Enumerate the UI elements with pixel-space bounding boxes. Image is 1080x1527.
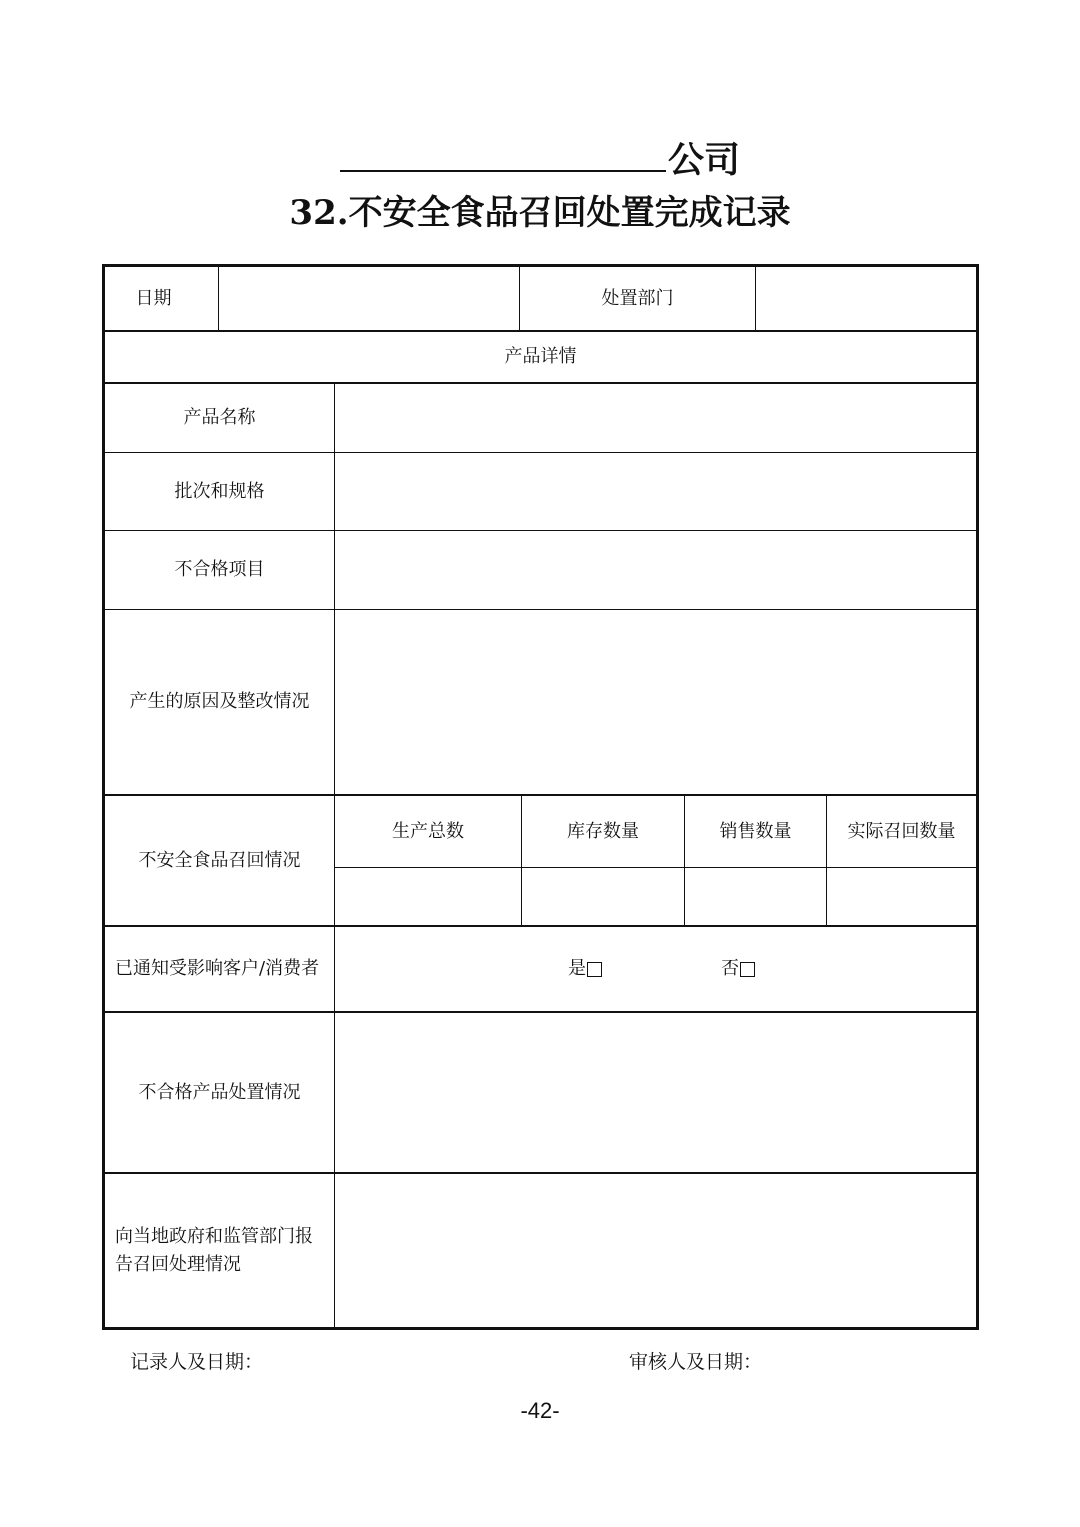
recall-record-form	[102, 264, 979, 1330]
product-details-header: 产品详情	[504, 346, 577, 367]
notified-no-option[interactable]	[698, 927, 778, 1011]
company-suffix: 公司	[667, 139, 740, 181]
report-field[interactable]	[335, 1174, 976, 1327]
batch-spec-field[interactable]	[335, 453, 976, 530]
department-field[interactable]	[756, 267, 976, 330]
recall-col-inventory: 库存数量	[567, 820, 639, 842]
disposal-label: 不合格产品处置情况	[138, 1081, 301, 1103]
product-name-field[interactable]	[335, 384, 976, 452]
yes-label: 是	[568, 958, 586, 979]
recorder-signature-label: 记录人及日期：	[130, 1351, 264, 1373]
cause-rectification-label: 产生的原因及整改情况	[129, 691, 310, 712]
product-name-label: 产品名称	[183, 407, 256, 428]
inventory-field[interactable]	[522, 868, 684, 925]
batch-spec-label: 批次和规格	[174, 480, 265, 502]
report-label: 向当地政府和监管部门报告召回处理情况	[115, 1225, 313, 1275]
recall-col-production-total: 生产总数	[392, 820, 464, 842]
nonconforming-items-label: 不合格项目	[174, 559, 265, 580]
page-number: -42-	[520, 1398, 560, 1423]
production-total-field[interactable]	[335, 868, 521, 925]
document-title: 32.不安全食品召回处置完成记录	[289, 193, 791, 233]
company-name-blank[interactable]	[340, 134, 666, 172]
yes-checkbox[interactable]	[587, 962, 602, 977]
sales-field[interactable]	[685, 868, 826, 925]
cause-rectification-field[interactable]	[335, 610, 976, 794]
company-name-line	[0, 134, 1080, 182]
nonconforming-items-field[interactable]	[335, 531, 976, 609]
recall-status-label: 不安全食品召回情况	[138, 849, 301, 871]
date-label: 日期	[135, 287, 172, 309]
disposal-field[interactable]	[335, 1013, 976, 1172]
recall-col-actual-recalled: 实际召回数量	[847, 820, 956, 842]
recall-col-sales: 销售数量	[719, 820, 792, 842]
department-label: 处置部门	[601, 287, 674, 309]
reviewer-signature-label: 审核人及日期：	[629, 1351, 763, 1373]
notified-label: 已通知受影响客户/消费者	[115, 958, 320, 979]
no-checkbox[interactable]	[740, 962, 755, 977]
notified-yes-option[interactable]	[545, 927, 625, 1011]
actual-recalled-field[interactable]	[827, 868, 976, 925]
date-field[interactable]	[219, 267, 519, 330]
no-label: 否	[721, 958, 739, 979]
